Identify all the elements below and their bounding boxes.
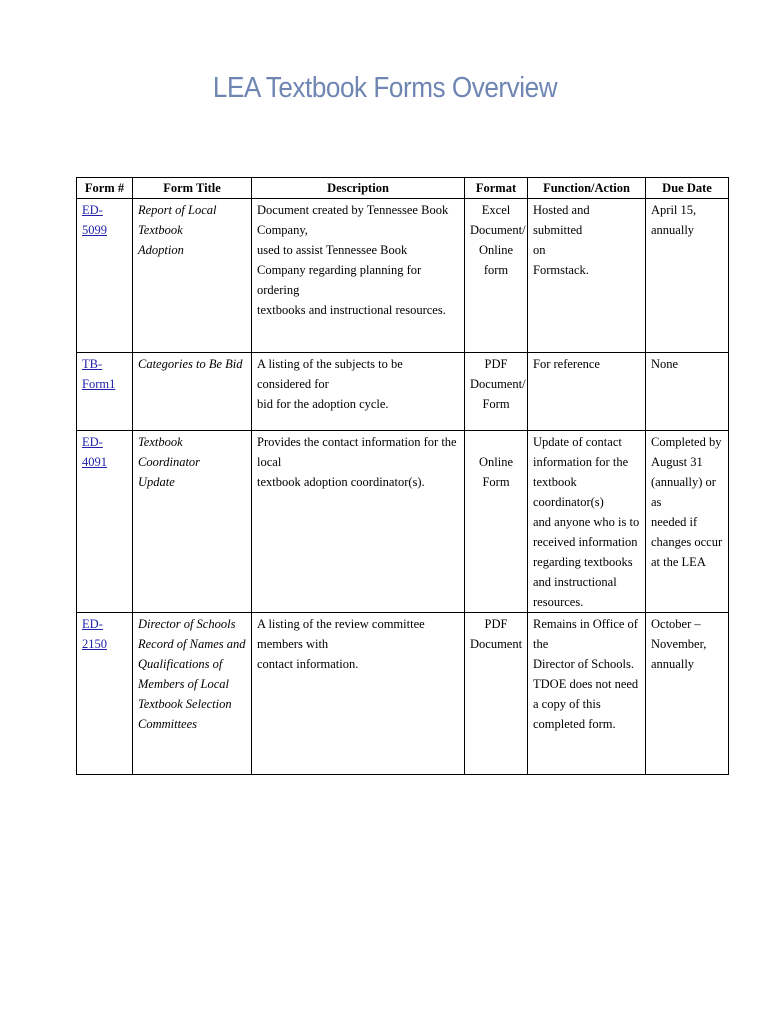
header-form-number: Form # — [77, 178, 133, 199]
form-number-cell — [77, 613, 133, 775]
description-cell: A listing of the review committee members with contact information. — [252, 613, 465, 775]
format-cell: Excel Document/ Online form — [465, 199, 528, 353]
form-title-cell: Textbook Coordinator Update — [133, 431, 252, 613]
function-cell: For reference — [528, 353, 646, 431]
table-row — [77, 613, 729, 775]
table-header-row — [77, 178, 729, 199]
function-cell: Remains in Office of the Director of Schools. TDOE does not need a copy of this completed form. — [528, 613, 646, 775]
table-row — [77, 353, 729, 431]
header-format: Format — [465, 178, 528, 199]
description-cell: A listing of the subjects to be considered for bid for the adoption cycle. — [252, 353, 465, 431]
format-cell: PDF Document — [465, 613, 528, 775]
header-form-title: Form Title — [133, 178, 252, 199]
format-cell: PDF Document/ Form — [465, 353, 528, 431]
forms-table — [76, 177, 729, 775]
form-title-cell: Director of Schools Record of Names and Qualifications of Members of Local Textbook Selection Committees — [133, 613, 252, 775]
form-number-cell — [77, 199, 133, 353]
form-link-ed-2150[interactable]: ED-2150 — [82, 617, 107, 651]
function-cell: Update of contact information for the textbook coordinator(s) and anyone who is to received information regarding textbooks and instructional resources. — [528, 431, 646, 613]
form-link-ed-4091[interactable]: ED-4091 — [82, 435, 107, 469]
due-date-cell: April 15, annually — [646, 199, 729, 353]
due-date-cell: None — [646, 353, 729, 431]
form-title-cell: Categories to Be Bid — [133, 353, 252, 431]
form-number-cell — [77, 431, 133, 613]
header-due-date: Due Date — [646, 178, 729, 199]
description-cell: Document created by Tennessee Book Company, used to assist Tennessee Book Company regarding planning for ordering textbooks and instructional resources. — [252, 199, 465, 353]
header-function-action: Function/Action — [528, 178, 646, 199]
form-title-cell: Report of Local Textbook Adoption — [133, 199, 252, 353]
table-row — [77, 199, 729, 353]
form-link-ed-5099[interactable]: ED-5099 — [82, 203, 107, 237]
table-row — [77, 431, 729, 613]
form-number-cell — [77, 353, 133, 431]
function-cell: Hosted and submitted on Formstack. — [528, 199, 646, 353]
description-cell: Provides the contact information for the local textbook adoption coordinator(s). — [252, 431, 465, 613]
due-date-cell: October – November, annually — [646, 613, 729, 775]
page-title: LEA Textbook Forms Overview — [212, 72, 558, 104]
header-description: Description — [252, 178, 465, 199]
form-link-tb-form1[interactable]: TB-Form1 — [82, 357, 116, 391]
format-cell: Online Form — [465, 431, 528, 613]
due-date-cell: Completed by August 31 (annually) or as needed if changes occur at the LEA — [646, 431, 729, 613]
